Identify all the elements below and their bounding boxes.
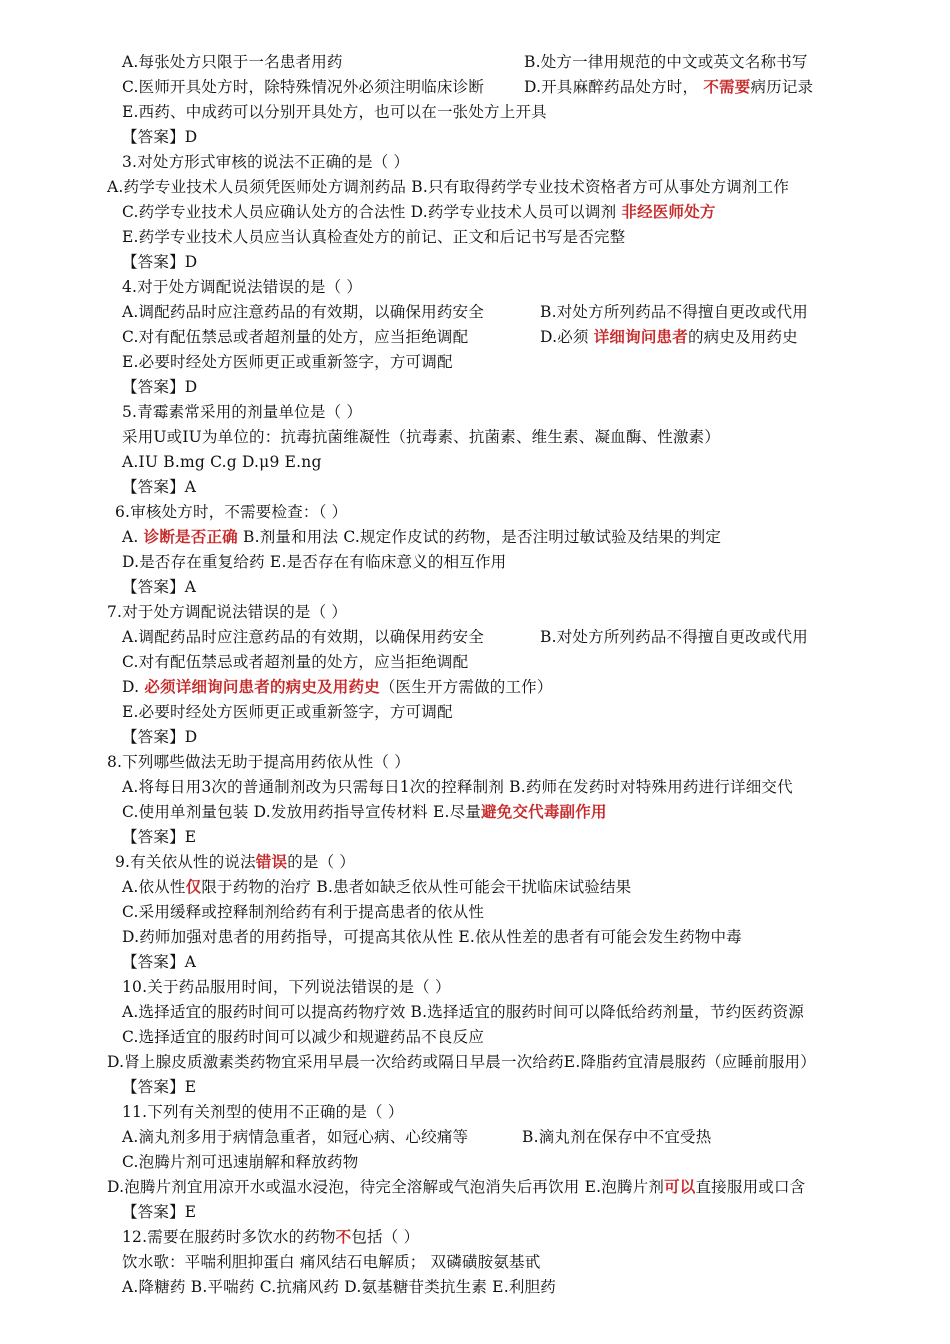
text-segment: 采用U或IU为单位的：抗毒抗菌维凝性（抗毒素、抗菌素、维生素、凝血酶、性激素） <box>122 428 721 446</box>
text-line <box>122 426 720 448</box>
text-line <box>115 501 347 523</box>
text-line <box>122 576 196 598</box>
highlight-text: 非经医师处方 <box>621 203 716 221</box>
text-segment: A.降糖药 B.平喘药 C.抗痛风药 D.氨基糖苷类抗生素 E.利胆药 <box>122 1278 556 1296</box>
text-segment: E.必要时经处方医师更正或重新签字，方可调配 <box>122 353 453 371</box>
text-segment: D.肾上腺皮质激素类药物宜采用早晨一次给药或隔日早晨一次给药E.降脂药宜清晨服药（应睡前服用） <box>107 1053 816 1071</box>
text-segment: B.剂量和用法 C.规定作皮试的药物，是否注明过敏试验及结果的判定 <box>237 528 722 546</box>
text-line <box>107 1051 816 1073</box>
text-segment: D.开具麻醉药品处方时， <box>524 78 704 96</box>
text-line <box>122 901 484 923</box>
text-line <box>524 76 813 98</box>
text-segment: 【答案】E <box>122 1078 197 1096</box>
text-line <box>540 626 808 648</box>
text-segment: 直接服用或口含 <box>695 1178 806 1196</box>
text-line <box>122 301 484 323</box>
text-line <box>122 976 451 998</box>
text-line <box>122 1251 540 1273</box>
text-line <box>122 726 197 748</box>
highlight-text: 诊断是否正确 <box>143 528 238 546</box>
text-segment: A.选择适宜的服药时间可以提高药物疗效 B.选择适宜的服药时间可以降低给药剂量，节约医药资源 <box>122 1003 805 1021</box>
text-segment: 的病史及用药史 <box>687 328 798 346</box>
text-segment: D. <box>122 678 145 696</box>
text-segment: 4.对于处方调配说法错误的是（ ） <box>122 278 363 296</box>
text-segment: A.依从性 <box>122 878 186 896</box>
text-segment: C.采用缓释或控释制剂给药有利于提高患者的依从性 <box>122 903 485 921</box>
text-line <box>122 951 196 973</box>
text-segment: 【答案】E <box>122 1203 197 1221</box>
text-line <box>122 1001 804 1023</box>
highlight-text: 错误 <box>255 853 288 871</box>
text-line <box>122 376 197 398</box>
text-segment: C.泡腾片剂可迅速崩解和释放药物 <box>122 1153 359 1171</box>
text-segment: 的是（ ） <box>287 853 356 871</box>
text-segment: D.是否存在重复给药 E.是否存在有临床意义的相互作用 <box>122 553 507 571</box>
text-segment: C.选择适宜的服药时间可以减少和规避药品不良反应 <box>122 1028 485 1046</box>
text-line <box>107 176 789 198</box>
text-segment: A.将每日用3次的普通制剂改为只需每日1次的控释制剂 B.药师在发药时对特殊用药进行详细交代 <box>122 778 793 796</box>
text-segment: C.使用单剂量包装 D.发放用药指导宣传材料 E.尽量 <box>122 803 482 821</box>
text-segment: E.药学专业技术人员应当认真检查处方的前记、正文和后记书写是否完整 <box>122 228 626 246</box>
text-segment: 【答案】A <box>122 578 197 596</box>
text-segment: C.药学专业技术人员应确认处方的合法性 D.药学专业技术人员可以调剂 <box>122 203 622 221</box>
highlight-text: 仅 <box>185 878 202 896</box>
text-line <box>122 926 742 948</box>
text-segment: 【答案】D <box>122 728 198 746</box>
text-segment: A.调配药品时应注意药品的有效期，以确保用药安全 <box>122 303 484 321</box>
text-line <box>540 301 808 323</box>
text-line <box>122 1026 484 1048</box>
text-segment: 3.对处方形式审核的说法不正确的是（ ） <box>122 153 410 171</box>
text-segment: 【答案】A <box>122 953 197 971</box>
text-segment: E.必要时经处方医师更正或重新签字，方可调配 <box>122 703 453 721</box>
text-segment: C.对有配伍禁忌或者超剂量的处方，应当拒绝调配 <box>122 653 469 671</box>
text-segment: 10.关于药品服用时间，下列说法错误的是（ ） <box>122 978 451 996</box>
text-segment: 6.审核处方时，不需要检查：（ ） <box>115 503 348 521</box>
text-line <box>122 1151 358 1173</box>
text-line <box>122 1126 468 1148</box>
text-segment: C.对有配伍禁忌或者超剂量的处方，应当拒绝调配 <box>122 328 469 346</box>
text-segment: D.必须 <box>540 328 594 346</box>
text-segment: 【答案】D <box>122 253 198 271</box>
text-segment: 【答案】D <box>122 128 198 146</box>
text-line <box>122 1201 196 1223</box>
text-segment: D.药师加强对患者的用药指导，可提高其依从性 E.依从性差的患者有可能会发生药物中毒 <box>122 928 742 946</box>
text-segment: B.滴丸剂在保存中不宜受热 <box>522 1128 712 1146</box>
highlight-text: 不需要 <box>703 78 751 96</box>
text-segment: 12.需要在服药时多饮水的药物 <box>122 1228 336 1246</box>
text-segment: 5.青霉素常采用的剂量单位是（ ） <box>122 403 363 421</box>
text-line <box>122 626 484 648</box>
text-segment: （医生开方需做的工作） <box>379 678 553 696</box>
text-segment: B.处方一律用规范的中文或英文名称书写 <box>524 53 808 71</box>
text-line <box>122 401 362 423</box>
text-segment: A.药学专业技术人员须凭医师处方调剂药品 B.只有取得药学专业技术资格者方可从事处方调剂工作 <box>107 178 790 196</box>
text-line <box>122 1101 404 1123</box>
text-line <box>115 851 355 873</box>
text-segment: 包括（ ） <box>351 1228 420 1246</box>
text-line <box>524 51 808 73</box>
text-line <box>122 826 196 848</box>
text-line <box>122 151 409 173</box>
text-segment: 饮水歌：平喘利胆抑蛋白 痛风结石电解质； 双磷磺胺氨基甙 <box>122 1253 541 1271</box>
text-line <box>122 226 625 248</box>
text-line <box>122 1226 419 1248</box>
text-line <box>122 326 468 348</box>
text-segment: E.西药、中成药可以分别开具处方，也可以在一张处方上开具 <box>122 103 547 121</box>
text-line <box>122 351 453 373</box>
text-segment: B.对处方所列药品不得擅自更改或代用 <box>540 628 808 646</box>
text-line <box>122 201 716 223</box>
text-line <box>122 651 468 673</box>
text-segment: 8.下列哪些做法无助于提高用药依从性（ ） <box>107 753 410 771</box>
text-line <box>107 1176 805 1198</box>
text-segment: 9.有关依从性的说法 <box>115 853 256 871</box>
text-line <box>122 1076 196 1098</box>
text-segment: B.对处方所列药品不得擅自更改或代用 <box>540 303 808 321</box>
text-line <box>522 1126 711 1148</box>
text-segment: C.医师开具处方时，除特殊情况外必须注明临床诊断 <box>122 78 485 96</box>
text-segment: A.IU B.mg C.g D.μ9 E.ng <box>122 453 322 471</box>
text-line <box>122 101 547 123</box>
text-segment: 【答案】D <box>122 378 198 396</box>
text-line <box>122 676 553 698</box>
text-line <box>122 476 196 498</box>
text-segment: 限于药物的治疗 B.患者如缺乏依从性可能会干扰临床试验结果 <box>201 878 632 896</box>
text-line <box>122 801 607 823</box>
text-line <box>540 326 798 348</box>
text-segment: A. <box>122 528 144 546</box>
highlight-text: 避免交代毒副作用 <box>481 803 607 821</box>
text-line <box>122 701 453 723</box>
text-line <box>122 76 484 98</box>
highlight-text: 可以 <box>664 1178 696 1196</box>
text-line <box>122 126 197 148</box>
text-segment: 7.对于处方调配说法错误的是（ ） <box>107 603 348 621</box>
text-line <box>122 276 362 298</box>
text-line <box>122 1276 556 1298</box>
text-line <box>122 776 793 798</box>
text-segment: 【答案】E <box>122 828 197 846</box>
text-segment: 【答案】A <box>122 478 197 496</box>
highlight-text: 不 <box>335 1228 352 1246</box>
text-segment: D.泡腾片剂宜用凉开水或温水浸泡，待完全溶解或气泡消失后再饮用 E.泡腾片剂 <box>107 1178 665 1196</box>
highlight-text: 详细询问患者 <box>593 328 688 346</box>
text-line <box>122 451 322 473</box>
text-line <box>122 51 343 73</box>
highlight-text: 必须详细询问患者的病史及用药史 <box>144 678 380 696</box>
text-segment: A.每张处方只限于一名患者用药 <box>122 53 343 71</box>
text-segment: 11.下列有关剂型的使用不正确的是（ ） <box>122 1103 404 1121</box>
text-line <box>122 526 721 548</box>
text-segment: A.滴丸剂多用于病情急重者，如冠心病、心绞痛等 <box>122 1128 469 1146</box>
text-segment: 病历记录 <box>750 78 814 96</box>
text-line <box>107 751 410 773</box>
text-segment: A.调配药品时应注意药品的有效期，以确保用药安全 <box>122 628 484 646</box>
text-line <box>122 251 197 273</box>
text-line <box>122 876 631 898</box>
text-line <box>122 551 506 573</box>
text-line <box>107 601 347 623</box>
